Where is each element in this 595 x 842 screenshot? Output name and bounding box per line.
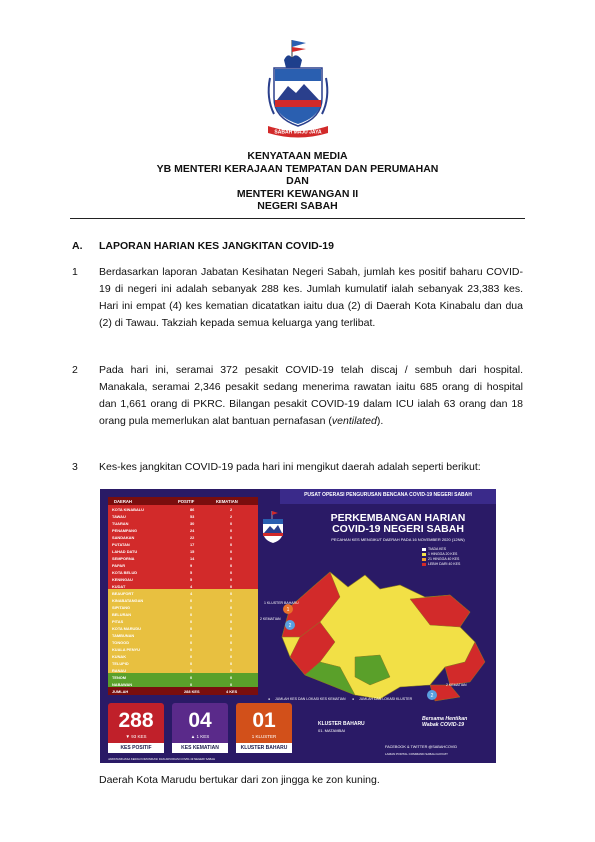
svg-text:1: 1 [286,607,290,613]
death-count: 0 [230,541,233,547]
positive-count: 0 [190,667,193,673]
svg-text:2: 2 [288,623,292,629]
section-title: LAPORAN HARIAN KES JANGKITAN COVID-19 [99,240,334,252]
death-count: 0 [230,527,233,533]
summary-number: 288 [118,709,154,732]
summary-box [172,703,228,753]
death-count: 2 [230,506,233,512]
positive-count: 17 [190,541,195,547]
positive-count: 0 [190,604,193,610]
district-name: PITAS [112,618,124,624]
death-count: 0 [230,625,233,631]
map-note: JUMLAH DAN LOKASI KLUSTER [359,697,413,701]
paragraph-2-text-b: ). [376,415,384,427]
legend-label: LEBIH DARI 40 KES [428,562,461,566]
legend-swatch [422,563,426,567]
paragraph-2-text-a: Pada hari ini, seramai 372 pesakit COVID-19 telah discaj / sembuh dari hospital. Manakala, seramai 2,346 pesakit sedang menerima rawatan iaitu 685 orang di hospital dan 1,661 orang di PKRC. Bilangan pesakit COVID-19 dalam ICU ialah 63 orang dan 18 orang pula memerlukan alat bantuan pernafasan ( [99,364,523,427]
topbar-text: PUSAT OPERASI PENGURUSAN BENCANA COVID-19 NEGERI SABAH [304,492,472,498]
positive-count: 14 [190,555,195,561]
district-name: PENAMPANG [112,527,138,533]
positive-count: 0 [190,618,193,624]
district-table [108,497,258,694]
col-header: KEMATIAN [216,498,238,504]
death-count: 0 [230,618,233,624]
heading-line: YB MENTERI KERAJAAN TEMPATAN DAN PERUMAHAN [156,162,439,175]
map-note-icon: ● [268,697,271,701]
sabah-crest-logo [262,38,334,138]
positive-count: 15 [190,548,195,554]
summary-box [236,703,292,753]
positive-count: 0 [190,611,193,617]
summary-label: KLUSTER BAHARU [236,743,292,753]
death-count: 2 [230,513,233,519]
death-count: 0 [230,611,233,617]
paragraph-number: 3 [72,461,78,473]
heading-divider [70,218,525,219]
summary-change: ▼ 93 KES [125,734,147,739]
paragraph-3: Kes-kes jangkitan COVID-19 pada hari ini mengikut daerah adalah seperti berikut: [99,461,481,473]
district-name: KOTA KINABALU [112,506,144,512]
district-name: TELUPID [112,660,129,666]
press-heading [60,150,535,213]
heading-line: MENTERI KEWANGAN II [236,187,359,200]
district-name: TENOM [112,674,127,680]
section-letter: A. [72,240,83,252]
district-name: SIPITANG [112,604,131,610]
paragraph-number: 2 [72,364,78,376]
heading-line: NEGERI SABAH [257,200,338,212]
district-name: TAMBUNAN [112,632,135,638]
district-name: KOTA MARUDU [112,625,141,631]
kluster-sub: 01. MATAMBAI [318,728,345,733]
legend-label: 21 HINGGA 40 KES [428,557,460,561]
title-line: PERKEMBANGAN HARIAN [330,512,466,524]
district-name: TAWAU [112,513,126,519]
death-count: 0 [230,548,233,554]
summary-number: 01 [252,709,276,732]
legend-swatch [422,558,426,562]
death-count: 0 [230,562,233,568]
legend-swatch [422,548,426,552]
positive-count: 5 [190,569,193,575]
district-name: KUNAK [112,653,127,659]
district-name: PAPAR [112,562,126,568]
district-name: KINABATANGAN [112,597,144,603]
map-legend [422,547,460,567]
positive-count: 30 [190,520,195,526]
district-name: RANAU [112,667,127,673]
death-count: 0 [230,520,233,526]
positive-count: 0 [190,632,193,638]
legend-label: 1 HINGGA 20 KES [428,552,458,556]
summary-box [108,703,164,753]
table-header [108,497,258,505]
infographic-footnote: JAWATANKUASA KERJA KOMUNIKASI DAN ADVOKASI COVID-19 NEGERI SABAH [108,757,216,761]
positive-count: 24 [190,527,195,533]
positive-count: 9 [190,562,193,568]
positive-count: 0 [190,639,193,645]
positive-count: 0 [190,597,193,603]
district-name: KOTA BELUD [112,569,138,575]
positive-count: 0 [190,625,193,631]
positive-count: 5 [190,576,193,582]
positive-count: 0 [190,674,193,680]
svg-text:SABAH MAJU JAYA: SABAH MAJU JAYA [274,129,322,136]
positive-count: 0 [190,646,193,652]
district-name: KUDAT [112,583,126,589]
paragraph-number: 1 [72,266,78,278]
district-name: KUALA PENYU [112,646,140,652]
death-count: 0 [230,569,233,575]
sabah-crest-small-icon [260,511,286,545]
positive-count: 22 [190,534,195,540]
social-handle: FACEBOOK & TWITTER @SABAHCOVID [385,745,458,749]
paragraph-1: Berdasarkan laporan Jabatan Kesihatan Negeri Sabah, jumlah kes positif baharu COVID-19 di negeri ini adalah sebanyak 288 kes. Jumlah kumulatif ialah sebanyak 23,383 kes. Hari ini empat (4) kes kematian dicatatkan iaitu dua (2) di Daerah Kota Kinabalu dan dua (2) di Tawau. Takziah kepada semua keluarga yang terlibat. [99,266,523,329]
death-count: 0 [230,604,233,610]
paragraph-2 [99,362,523,430]
paragraph-2-italic: ventilated [331,415,377,427]
positive-count: 0 [190,653,193,659]
district-name: SANDAKAN [112,534,135,540]
summary-label: KES POSITIF [108,743,164,753]
positive-count: 4 [190,590,193,596]
death-count: 0 [230,534,233,540]
death-count: 0 [230,590,233,596]
district-name: NABAWAN [112,681,133,687]
map-label: 1 KLUSTER BAHARU [264,601,299,605]
heading-line: KENYATAAN MEDIA [247,150,348,162]
district-name: SEMPORNA [112,555,135,561]
covid-infographic [100,489,496,763]
death-count: 0 [230,632,233,638]
district-name: TUARAN [112,520,129,526]
summary-change: ▲ 1 KES [190,734,210,739]
map-label: 2 KEMATIAN [446,683,467,687]
total-label: JUMLAH [112,688,129,694]
death-count: 0 [230,674,233,680]
district-name: PUTATAN [112,541,130,547]
death-count: 0 [230,667,233,673]
map-label: 2 KEMATIAN [260,617,281,621]
infographic-topbar [280,489,496,504]
death-count: 0 [230,639,233,645]
death-count: 0 [230,660,233,666]
death-count: 0 [230,646,233,652]
svg-text:2: 2 [430,693,434,699]
death-count: 0 [230,653,233,659]
infographic-subtitle: PECAHAN KES MENGIKUT DAERAH PADA 16 NOVEMBER 2020 (12NN) [331,537,465,542]
district-name: LAHAD DATU [112,548,138,554]
positive-count: 0 [190,660,193,666]
slogan: Bersama Hentikan Wabak COVID-19 [422,716,468,728]
summary-number: 04 [188,709,212,732]
death-count: 0 [230,681,233,687]
total-positive: 288 KES [184,688,200,694]
positive-count: 53 [190,513,195,519]
death-count: 0 [230,576,233,582]
map-note: JUMLAH KES DAN LOKASI KES KEMATIAN [275,697,346,701]
closing-statement: Daerah Kota Marudu bertukar dari zon jingga ke zon kuning. [99,774,380,786]
death-count: 0 [230,583,233,589]
district-name: BEAUFORT [112,590,134,596]
positive-count: 4 [190,583,193,589]
summary-change: 1 KLUSTER [251,734,277,739]
death-count: 0 [230,555,233,561]
portal-url: LAMAN PORTAL COMMAND.SABAH.GOV.MY [385,752,449,756]
positive-count: 0 [190,681,193,687]
total-deaths: 4 KES [226,688,238,694]
district-name: TONGOD [112,639,130,645]
table-total-row [108,687,258,695]
col-header: DAERAH [114,498,132,504]
district-name: KENINGAU [112,576,133,582]
positive-count: 86 [190,506,195,512]
heading-line: DAN [286,175,309,187]
summary-label: KES KEMATIAN [172,743,228,753]
col-header: POSITIF [178,498,195,504]
legend-label: TIADA KES [428,547,447,551]
infographic-title [300,513,496,535]
district-name: BELURAN [112,611,132,617]
kluster-title: KLUSTER BAHARU [318,721,365,727]
title-line: COVID-19 NEGERI SABAH [332,523,464,535]
death-count: 0 [230,597,233,603]
legend-swatch [422,553,426,557]
map-note-icon: ● [352,697,355,701]
